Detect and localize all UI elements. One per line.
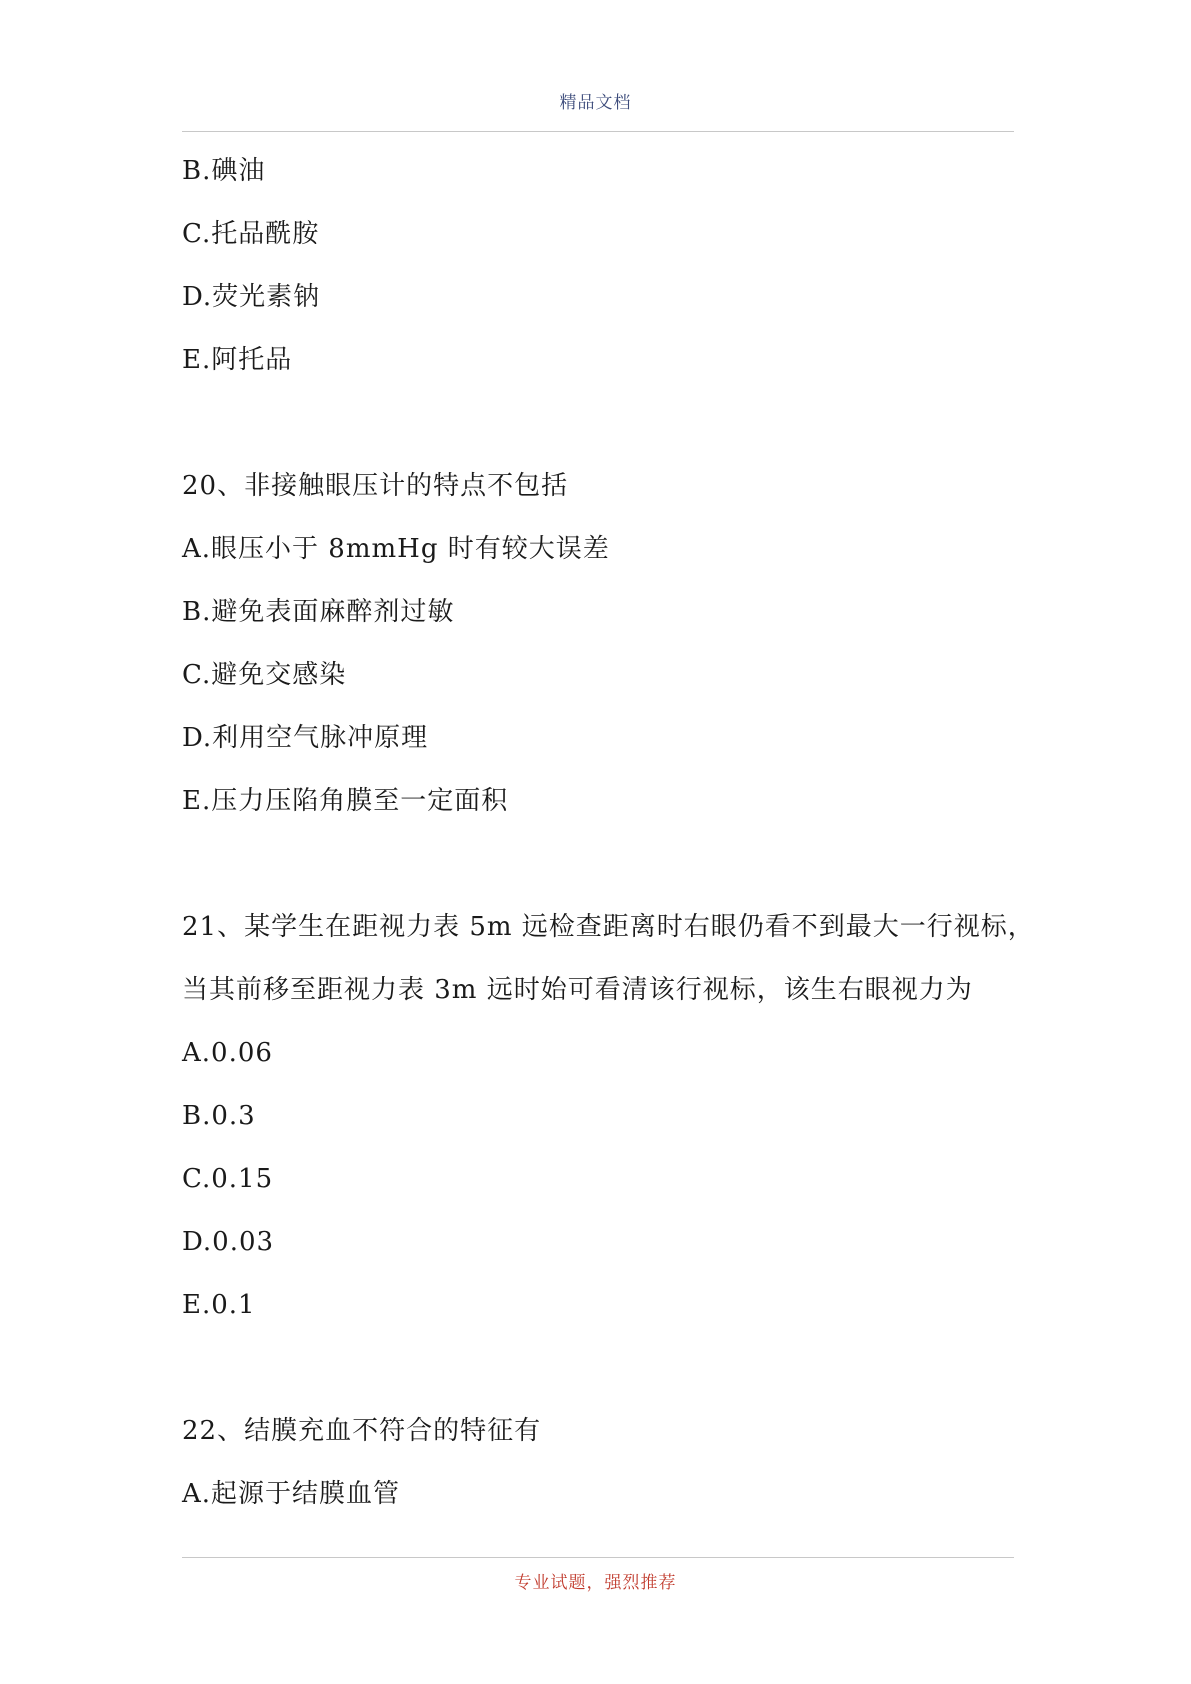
q20-option-a: A.眼压小于 8mmHg 时有较大误差 — [182, 534, 610, 564]
q19-option-e: E.阿托品 — [182, 345, 293, 375]
q21-option-e: E.0.1 — [182, 1290, 256, 1320]
q19-option-b: B.碘油 — [182, 156, 266, 186]
q19-option-d: D.荧光素钠 — [182, 282, 321, 312]
q21-option-a: A.0.06 — [182, 1038, 273, 1068]
q21-option-c: C.0.15 — [182, 1164, 274, 1194]
q20-option-b: B.避免表面麻醉剂过敏 — [182, 597, 455, 627]
q21-stem-line1: 21、某学生在距视力表 5m 远检查距离时右眼仍看不到最大一行视标， — [182, 912, 1035, 942]
q21-stem-line2: 当其前移至距视力表 3m 远时始可看清该行视标，该生右眼视力为 — [182, 975, 973, 1005]
header-divider — [182, 131, 1014, 132]
q19-option-c: C.托品酰胺 — [182, 219, 320, 249]
q20-option-c: C.避免交感染 — [182, 660, 347, 690]
q21-option-b: B.0.3 — [182, 1101, 256, 1131]
q21-option-d: D.0.03 — [182, 1227, 275, 1257]
footer-divider — [182, 1557, 1014, 1558]
q20-option-d: D.利用空气脉冲原理 — [182, 723, 429, 753]
q20-option-e: E.压力压陷角膜至一定面积 — [182, 786, 509, 816]
q22-option-a: A.起源于结膜血管 — [182, 1479, 401, 1509]
q20-stem: 20、非接触眼压计的特点不包括 — [182, 471, 569, 501]
page-header-title: 精品文档 — [559, 93, 632, 113]
q22-stem: 22、结膜充血不符合的特征有 — [182, 1416, 542, 1446]
page-footer-text: 专业试题，强烈推荐 — [514, 1573, 677, 1593]
